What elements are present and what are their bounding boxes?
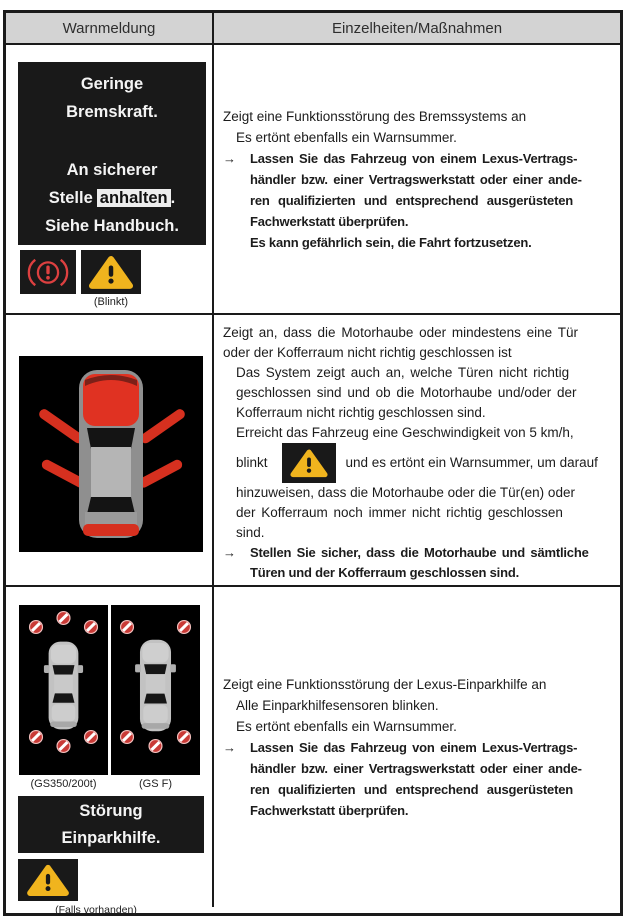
master-warning-icon xyxy=(282,443,336,483)
blinkt-caption: (Blinkt) xyxy=(93,296,129,308)
action-line: ren qualifizierten und entsprechend ausgerüsteten xyxy=(250,781,573,797)
display-line: Bremskraft. xyxy=(66,103,158,121)
model-caption-gsf: (GS F) xyxy=(139,778,172,790)
display-line: Geringe xyxy=(80,75,144,93)
details-line: Zeigt an, dass die Motorhaube oder mindestens eine Tür xyxy=(223,325,578,340)
details-line: Es ertönt ebenfalls ein Warnsummer. xyxy=(236,718,457,734)
details-line: Zeigt eine Funktionsstörung des Bremssystems an xyxy=(223,108,527,124)
brake-warning-icon xyxy=(20,250,76,294)
display-highlight-anhalten: anhalten xyxy=(97,189,171,207)
parking-sensor-panel-gs350 xyxy=(19,605,108,775)
details-line-with-icon xyxy=(223,443,612,483)
details-text: blinkt xyxy=(236,455,268,470)
danger-note-line: Es kann gefährlich sein, die Fahrt fortzusetzen. xyxy=(250,234,532,250)
multi-info-display-brake xyxy=(18,62,206,245)
action-line: Türen und der Kofferraum geschlossen sind. xyxy=(250,565,519,580)
action-line: ren qualifizierten und entsprechend ausgerüsteten xyxy=(250,192,573,208)
details-line: hinzuweisen, dass die Motorhaube oder die Tür(en) oder xyxy=(236,485,575,500)
display-text: . xyxy=(170,189,176,207)
warning-cell-parking xyxy=(6,587,214,916)
warning-cell-open-doors xyxy=(6,315,214,585)
action-line xyxy=(223,148,612,169)
warning-cell-brake xyxy=(6,45,214,313)
details-cell-parking xyxy=(214,587,620,907)
table-header-row xyxy=(6,13,620,45)
falls-vorhanden-caption: (Falls vorhanden) xyxy=(55,904,137,916)
action-line xyxy=(223,543,612,563)
details-line: Zeigt eine Funktionsstörung der Lexus-Einparkhilfe an xyxy=(223,676,547,692)
display-line: Störung xyxy=(79,801,143,820)
details-cell-open-doors xyxy=(214,315,620,585)
warning-table xyxy=(3,10,623,916)
display-blank-line xyxy=(18,126,206,156)
master-warning-icon xyxy=(18,859,78,901)
display-line: An sicherer xyxy=(66,161,158,179)
action-text: Lassen Sie das Fahrzeug von einem Lexus-Vertrags- xyxy=(250,150,578,166)
action-line: Fachwerkstatt überprüfen. xyxy=(250,213,409,229)
details-cell-brake xyxy=(214,45,620,313)
column-header-einzelheiten: Einzelheiten/Maßnahmen xyxy=(331,19,503,37)
action-line xyxy=(223,737,612,758)
action-line: händler bzw. einer Vertragswerkstatt oder einer ande- xyxy=(250,760,582,776)
details-text: und es ertönt ein Warnsummer, um darauf xyxy=(345,455,598,470)
arrow-bullet: → xyxy=(223,150,236,166)
details-line: oder der Kofferraum nicht richtig geschlossen ist xyxy=(223,345,512,360)
action-text: Stellen Sie sicher, dass die Motorhaube und sämtliche xyxy=(250,545,589,560)
details-line: Das System zeigt auch an, welche Türen nicht richtig xyxy=(236,365,570,380)
column-header-warnmeldung: Warnmeldung xyxy=(6,13,214,43)
display-line xyxy=(18,184,206,212)
details-line: Alle Einparkhilfesensoren blinken. xyxy=(236,697,439,713)
display-line: Siehe Handbuch. xyxy=(45,217,179,235)
car-doors-open-indicator xyxy=(19,356,203,552)
model-caption-gs350: (GS350/200t) xyxy=(30,778,97,790)
table-row-brake-warning xyxy=(6,45,620,315)
details-line: Kofferraum nicht richtig geschlossen sind. xyxy=(236,405,486,420)
details-line: sind. xyxy=(236,525,265,540)
details-line: Es ertönt ebenfalls ein Warnsummer. xyxy=(236,129,457,145)
details-line: geschlossen sind und ob die Motorhaube und/oder der xyxy=(236,385,577,400)
arrow-bullet: → xyxy=(223,739,236,755)
master-warning-icon xyxy=(81,250,141,294)
display-line: Einparkhilfe. xyxy=(61,828,161,847)
multi-info-display-parking xyxy=(18,796,204,853)
details-line: der Kofferraum noch immer nicht richtig geschlossen xyxy=(236,505,563,520)
parking-sensor-panel-gsf xyxy=(111,605,200,775)
action-line: händler bzw. einer Vertragswerkstatt oder einer ande- xyxy=(250,171,582,187)
display-text: Stelle xyxy=(48,189,93,207)
table-row-open-doors xyxy=(6,315,620,587)
arrow-bullet: → xyxy=(223,545,236,560)
details-line: Erreicht das Fahrzeug eine Geschwindigkeit von 5 km/h, xyxy=(236,425,574,440)
action-text: Lassen Sie das Fahrzeug von einem Lexus-Vertrags- xyxy=(250,739,578,755)
table-row-parking-assist xyxy=(6,587,620,916)
action-line: Fachwerkstatt überprüfen. xyxy=(250,802,409,818)
